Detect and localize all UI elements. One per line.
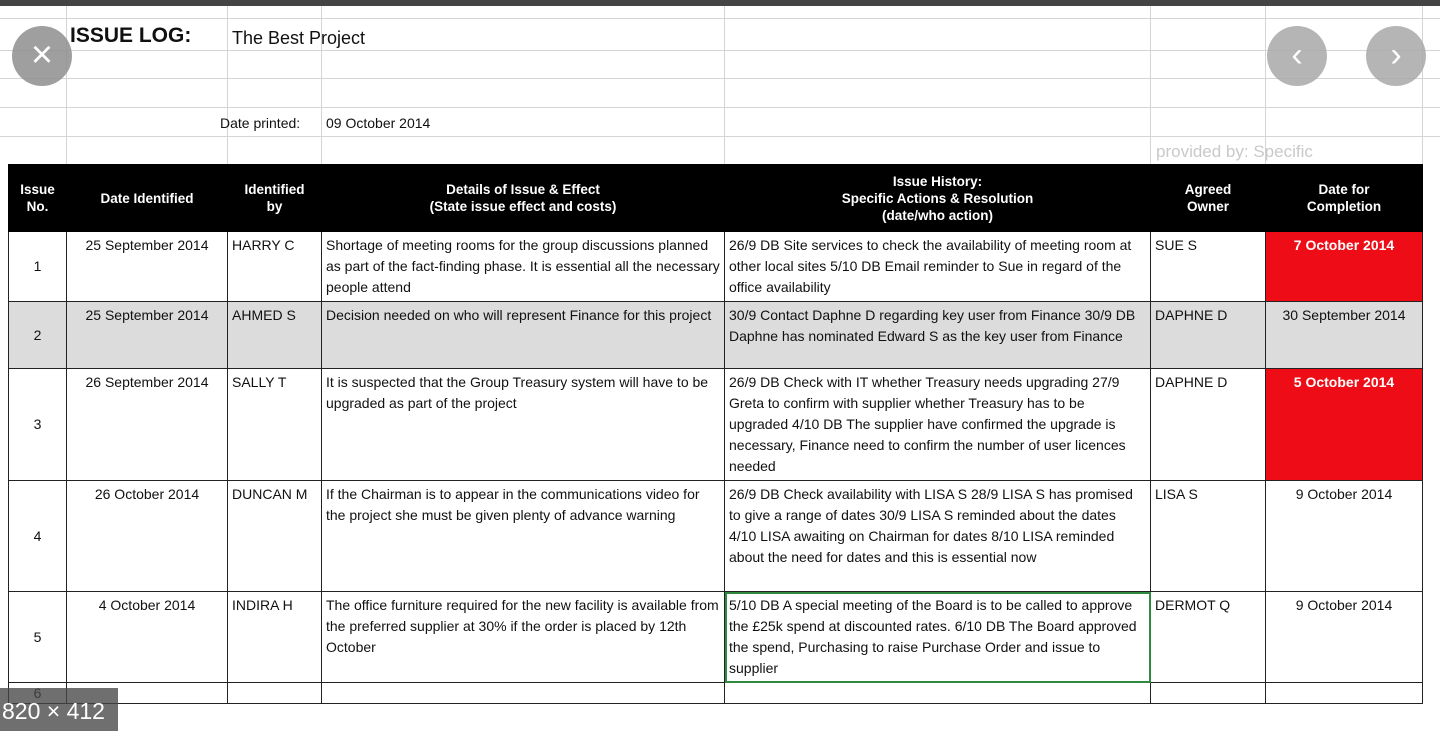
header-text: Specific Actions & Resolution	[841, 190, 1034, 206]
table-row	[9, 302, 1423, 369]
cell-date-identified[interactable]: 26 September 2014	[67, 369, 228, 481]
cell-identified-by[interactable]: AHMED S	[228, 302, 322, 369]
chevron-right-icon[interactable]: ›	[1366, 26, 1426, 86]
cell-completion-overdue[interactable]: 7 October 2014	[1266, 232, 1423, 302]
header-text: Agreed	[1184, 182, 1232, 197]
cell-issue-no[interactable]: 4	[9, 481, 67, 592]
cell-issue-no[interactable]: 1	[9, 232, 67, 302]
cell-completion[interactable]: 9 October 2014	[1266, 592, 1423, 683]
cell-date-identified[interactable]: 4 October 2014	[67, 592, 228, 683]
cell-date-identified[interactable]: 25 September 2014	[67, 232, 228, 302]
cell-issue-no[interactable]: 2	[9, 302, 67, 369]
gridline	[0, 18, 1440, 19]
date-printed-label: Date printed:	[220, 115, 301, 131]
column-header-completion-date[interactable]	[1266, 165, 1423, 232]
column-header-date-identified[interactable]	[67, 165, 228, 232]
table-row	[9, 232, 1423, 302]
cell-details[interactable]: It is suspected that the Group Treasury system will have to be upgraded as part of the project	[322, 369, 725, 481]
cell-history[interactable]: 26/9 DB Site services to check the availability of meeting room at other local sites 5/10 DB Email reminder to Sue in regard of the office availability	[725, 232, 1151, 302]
header-text: by	[266, 199, 283, 214]
header-text: Issue History:	[892, 173, 983, 189]
gridline	[227, 6, 228, 166]
header-text: Issue	[20, 182, 55, 197]
cell-issue-no[interactable]: 3	[9, 369, 67, 481]
cell-completion[interactable]: 9 October 2014	[1266, 481, 1423, 592]
chevron-left-icon[interactable]: ‹	[1267, 26, 1327, 86]
cell-empty[interactable]	[322, 683, 725, 704]
cell-details[interactable]: Shortage of meeting rooms for the group discussions planned as part of the fact-finding phase. It is essential all the necessary people attend	[322, 232, 725, 302]
cell-history[interactable]: 30/9 Contact Daphne D regarding key user from Finance 30/9 DB Daphne has nominated Edward S as the key user from Finance	[725, 302, 1151, 369]
header-text: Date for	[1318, 182, 1370, 197]
column-header-details[interactable]	[322, 165, 725, 232]
cell-identified-by[interactable]: SALLY T	[228, 369, 322, 481]
cell-completion-overdue[interactable]: 5 October 2014	[1266, 369, 1423, 481]
cell-empty[interactable]	[228, 683, 322, 704]
page-title: ISSUE LOG:	[70, 24, 192, 47]
cell-owner[interactable]: DERMOT Q	[1151, 592, 1266, 683]
gridline	[66, 6, 67, 166]
gridline	[0, 50, 1440, 51]
provided-by-text: provided by: Specific	[1156, 142, 1313, 161]
gridline	[1422, 6, 1423, 166]
window-top-border	[0, 0, 1440, 6]
header-text: (State issue effect and costs)	[429, 199, 617, 214]
cell-empty[interactable]	[1151, 683, 1266, 704]
table-header-row	[9, 165, 1423, 232]
column-header-issue-no[interactable]	[9, 165, 67, 232]
header-text: Completion	[1306, 199, 1382, 214]
header-text: Identified	[244, 182, 305, 197]
cell-owner[interactable]: DAPHNE D	[1151, 302, 1266, 369]
header-text: Date Identified	[100, 190, 194, 206]
gridline	[0, 78, 1440, 79]
table-row	[9, 683, 1423, 704]
cell-history[interactable]: 26/9 DB Check availability with LISA S 28/9 LISA S has promised to give a range of dates 30/9 LISA S reminded about the dates 4/10 LISA awaiting on Chairman for dates 8/10 LISA reminded about the need for dates and this is essential now	[725, 481, 1151, 592]
header-text: No.	[26, 199, 49, 214]
issue-log-table	[8, 164, 1423, 704]
cell-owner[interactable]: LISA S	[1151, 481, 1266, 592]
cell-identified-by[interactable]: INDIRA H	[228, 592, 322, 683]
cell-owner[interactable]: DAPHNE D	[1151, 369, 1266, 481]
cell-completion[interactable]: 30 September 2014	[1266, 302, 1423, 369]
gridline	[724, 6, 725, 166]
cell-owner[interactable]: SUE S	[1151, 232, 1266, 302]
cell-history[interactable]: 26/9 DB Check with IT whether Treasury needs upgrading 27/9 Greta to confirm with supplier whether Treasury has to be upgraded 4/10 DB The supplier have confirmed the upgrade is necessary, Finance need to confirm the number of user licences needed	[725, 369, 1151, 481]
gridline	[1150, 6, 1151, 166]
table-row	[9, 481, 1423, 592]
cell-details[interactable]: The office furniture required for the new facility is available from the preferred supplier at 30% if the order is placed by 12th October	[322, 592, 725, 683]
cell-empty[interactable]	[1266, 683, 1423, 704]
cell-identified-by[interactable]: DUNCAN M	[228, 481, 322, 592]
header-text: (date/who action)	[882, 207, 993, 223]
table-row	[9, 592, 1423, 683]
date-printed-value: 09 October 2014	[326, 115, 431, 131]
cell-details[interactable]: Decision needed on who will represent Finance for this project	[322, 302, 725, 369]
gridline	[0, 107, 1440, 108]
close-icon[interactable]: ×	[12, 26, 72, 86]
gridline	[0, 136, 1440, 137]
project-name: The Best Project	[232, 28, 366, 48]
column-header-agreed-owner[interactable]	[1151, 165, 1266, 232]
cell-date-identified[interactable]: 25 September 2014	[67, 302, 228, 369]
cell-history-selected[interactable]: 5/10 DB A special meeting of the Board is to be called to approve the £25k spend at discounted rates. 6/10 DB The Board approved the spend, Purchasing to raise Purchase Order and issue to supplier	[725, 592, 1151, 683]
column-header-identified-by[interactable]	[228, 165, 322, 232]
column-header-issue-history[interactable]	[725, 165, 1151, 232]
cell-date-identified[interactable]: 26 October 2014	[67, 481, 228, 592]
cell-issue-no[interactable]: 5	[9, 592, 67, 683]
header-text: Owner	[1186, 199, 1229, 214]
cell-empty[interactable]	[725, 683, 1151, 704]
cell-identified-by[interactable]: HARRY C	[228, 232, 322, 302]
image-size-badge: 820 × 412	[0, 688, 118, 731]
table-row	[9, 369, 1423, 481]
header-text: Details of Issue & Effect	[446, 182, 600, 197]
cell-details[interactable]: If the Chairman is to appear in the communications video for the project she must be given plenty of advance warning	[322, 481, 725, 592]
